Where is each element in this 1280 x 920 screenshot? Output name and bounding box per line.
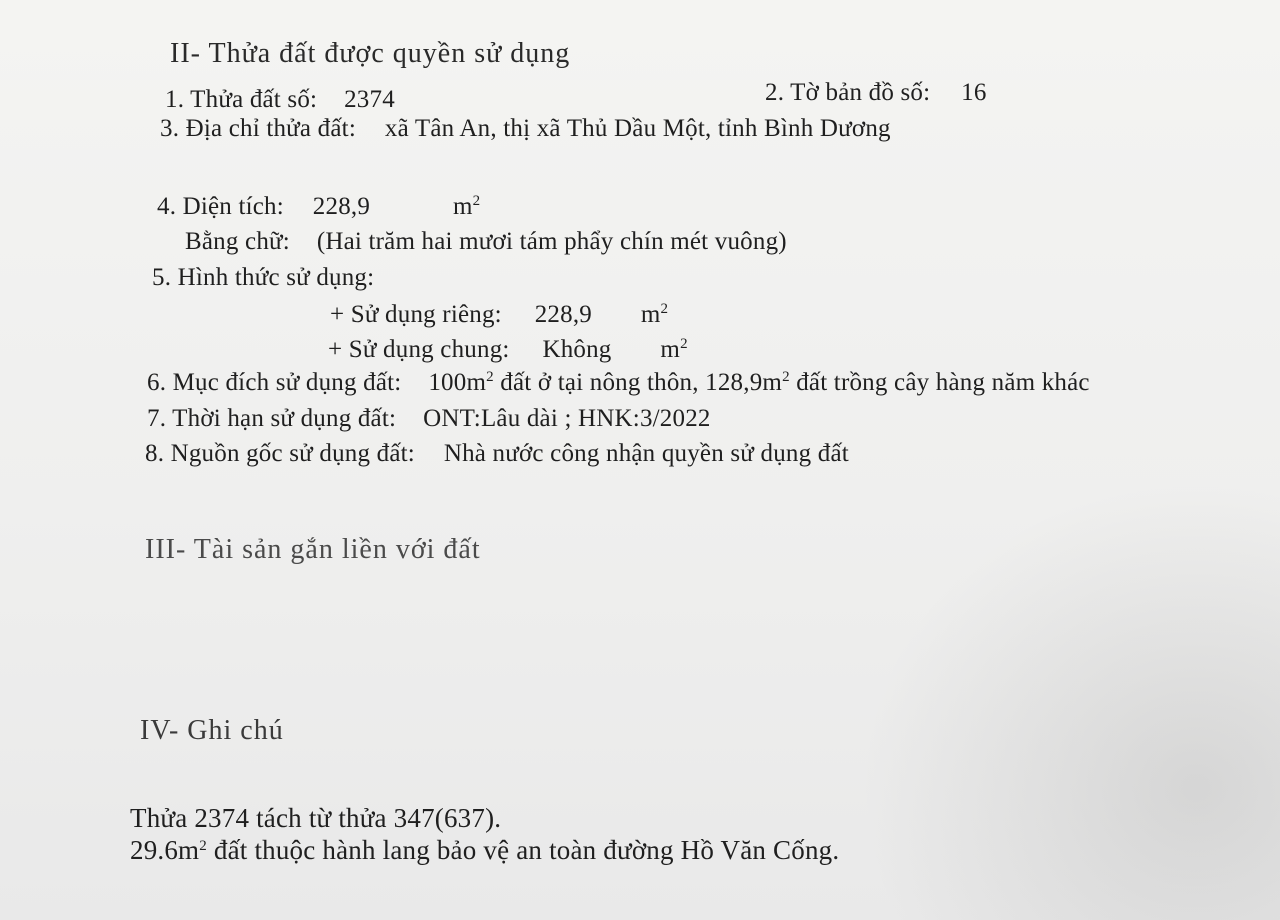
private-use-unit: $m^2$: [640, 301, 669, 328]
map-sheet-row: [765, 79, 987, 107]
shared-use-unit: $m^2$: [660, 336, 688, 363]
shared-use-label: + Sử dụng chung:: [328, 336, 510, 363]
note-line-2: [130, 835, 839, 866]
address-label: 3. Địa chỉ thửa đất:: [160, 115, 356, 142]
area-value: 228,9: [312, 193, 371, 220]
land-origin-value: Nhà nước công nhận quyền sử dụng đất: [443, 440, 849, 467]
shared-use-value: Không: [542, 336, 612, 363]
land-use-term-label: 7. Thời hạn sử dụng đất:: [147, 405, 397, 432]
parcel-number-value: 2374: [344, 86, 395, 113]
note-line-1: Thửa 2374 tách từ thửa 347(637).: [130, 803, 502, 833]
parcel-number-label: 1. Thửa đất số:: [165, 86, 318, 113]
address-row: [160, 115, 891, 143]
land-origin-label: 8. Nguồn gốc sử dụng đất:: [145, 440, 415, 467]
parcel-number-row: [165, 86, 395, 114]
land-use-purpose-row: [147, 369, 1090, 397]
land-use-purpose-label: 6. Mục đích sử dụng đất:: [147, 369, 402, 396]
page-shadow: [860, 480, 1280, 920]
section-2-heading: II- Thửa đất được quyền sử dụng: [170, 38, 571, 69]
land-use-term-value: ONT:Lâu dài ; HNK:3/2022: [423, 405, 711, 432]
area-label: 4. Diện tích:: [157, 193, 284, 220]
area-in-words-label: Bằng chữ:: [185, 228, 290, 255]
area-in-words-row: [185, 228, 787, 256]
area-unit: $m^2$: [452, 193, 481, 220]
private-use-value: 228,9: [534, 301, 592, 328]
map-sheet-value: 16: [961, 79, 987, 106]
private-use-label: + Sử dụng riêng:: [330, 301, 502, 328]
private-use-row: [330, 301, 668, 329]
residential-area: $100m^2$: [428, 369, 494, 396]
residential-purpose: đất ở tại nông thôn,: [500, 369, 699, 396]
section-3-heading: III- Tài sản gắn liền với đất: [145, 534, 481, 565]
map-sheet-label: 2. Tờ bản đồ số:: [765, 79, 931, 106]
area-row: [157, 193, 480, 221]
corridor-area: $29.6m^2$: [130, 835, 207, 865]
section-4-heading: IV- Ghi chú: [140, 715, 284, 746]
area-in-words-value: (Hai trăm hai mươi tám phẩy chín mét vuông): [316, 228, 787, 255]
usage-form-label: 5. Hình thức sử dụng:: [152, 264, 375, 291]
land-origin-row: [145, 440, 849, 468]
shared-use-row: [328, 336, 688, 364]
land-use-term-row: [147, 405, 711, 433]
corridor-note: đất thuộc hành lang bảo vệ an toàn đường Hồ Văn Cống.: [213, 835, 840, 865]
annual-crop-purpose: đất trồng cây hàng năm khác: [796, 369, 1090, 396]
annual-crop-area: $128,9m^2$: [705, 369, 790, 396]
address-value: xã Tân An, thị xã Thủ Dầu Một, tỉnh Bình Dương: [384, 115, 891, 142]
